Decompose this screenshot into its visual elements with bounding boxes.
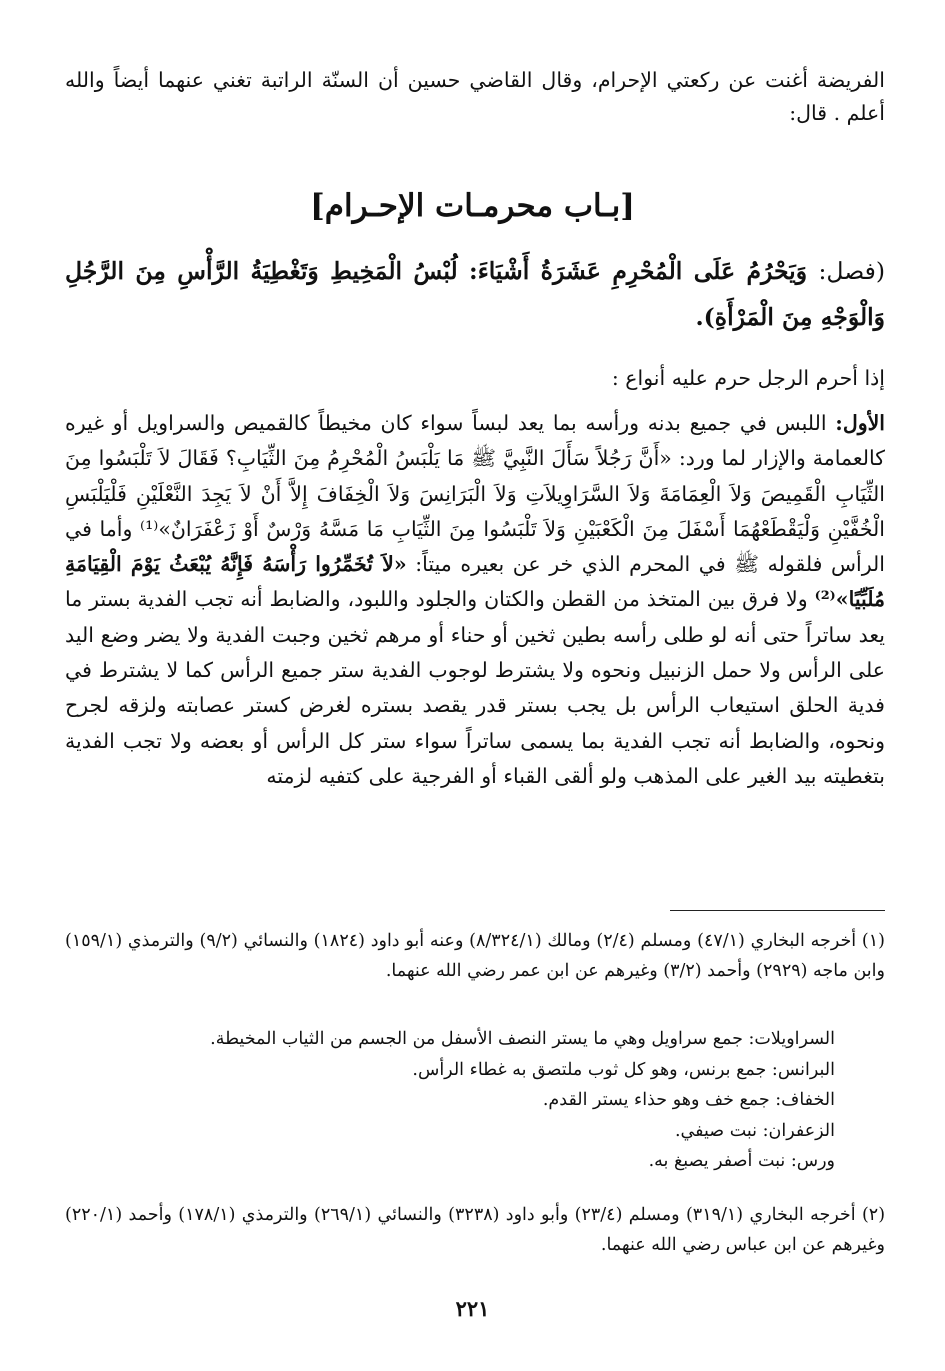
- glossary-item: ورس: نبت أصفر يصبغ به.: [648, 1151, 835, 1171]
- chapter-title: [بـاب محرمـات الإحـرام]: [310, 188, 635, 224]
- footnote-divider: [670, 910, 885, 911]
- fasl-label: (فصل:: [818, 257, 885, 285]
- glossary-item: البرانس: جمع برنس، وهو كل ثوب ملتصق به غطاء الرأس.: [412, 1059, 835, 1080]
- fasl-text: وَيَحْرُمُ عَلَى الْمُحْرِمِ عَشَرَةُ أَشْيَاءَ: لُبْسُ الْمَخِيطِ وَتَغْطِيَةُ الرَّأْسِ مِنَ الرَّجُلِ وَالْوَجْهِ مِنَ الْمَرْأَةِ).: [65, 257, 885, 331]
- paragraph-lead: الأول:: [835, 411, 885, 435]
- intro-text: الفريضة أغنت عن ركعتي الإحرام، وقال القاضي حسين أن السنّة الراتبة تغني عنهما أيضاً والله أعلم . قال:: [65, 68, 885, 125]
- glossary-item: الخفاف: جمع خف وهو حذاء يستر القدم.: [542, 1090, 835, 1110]
- main-paragraph: [65, 406, 885, 794]
- paragraph-text-1: اللبس في جميع بدنه ورأسه بما يعد لبساً سواء كان مخيطاً كالقميص والسراويل أو غيره كالعمامة والإزار لما ورد: «أَنَّ رَجُلاً سَأَلَ النَّبِيَّ ﷺ مَا يَلْبَسُ الْمُحْرِمُ مِنَ الثِّيَابِ؟ فَقَالَ لاَ تَلْبَسُوا مِنَ الثِّيَابِ الْقَمِيصَ وَلاَ الْعِمَامَةَ وَلاَ السَّرَاوِيلاَتِ وَلاَ الْبَرَانِسَ وَلاَ الْخِفَافَ إِلاَّ أَنْ لاَ يَجِدَ النَّعْلَيْنِ فَلْيَلْبَسِ الْخُفَّيْنِ وَلْيَقْطَعْهُمَا أَسْفَلَ مِنَ الْكَعْبَيْنِ وَلاَ تَلْبَسُوا مِنَ الثِّيَابِ مَا مَسَّهُ وَرْسٌ أَوْ زَعْفَرَانٌ»⁽¹⁾ وأما في الرأس فلقوله ﷺ في المحرم الذي خر عن بعيره ميتاً:: [65, 411, 885, 577]
- fasl-section: [65, 248, 885, 340]
- intro-line: إذا أحرم الرجل حرم عليه أنواع :: [611, 366, 885, 390]
- glossary-item: الزعفران: نبت صيفي.: [674, 1120, 835, 1141]
- footnote-1: (١) أخرجه البخاري (٤٧/١) ومسلم (٢/٤) ومالك (٨/٣٢٤/١) وعنه أبو داود (١٨٢٤) والنسائي (٩/٢) والترمذي (١٥٩/١) وابن ماجه (٢٩٢٩) وأحمد (٣/٢) وغيرهم عن ابن عمر رضي الله عنهما.: [65, 931, 885, 981]
- glossary: [65, 1024, 835, 1177]
- hadith-2: «لاَ تُخَمِّرُوا رَأْسَهُ فَإِنَّهُ يُبْعَثُ يَوْمَ الْقِيَامَةِ مُلَبِّيًا»⁽²⁾: [65, 552, 885, 612]
- footnote-2: (٢) أخرجه البخاري (٣١٩/١) ومسلم (٢٣/٤) وأبو داود (٣٢٣٨) والنسائي (٢٦٩/١) والترمذي (١٧٨/١) وأحمد (٢٢٠/١) وغيرهم عن ابن عباس رضي الله عنهما.: [65, 1205, 886, 1255]
- paragraph-text-2: ولا فرق بين المتخذ من القطن والكتان والجلود واللبود، والضابط أنه تجب الفدية بستر ما يعد ساتراً حتى أنه لو طلى رأسه بطين ثخين أو حناء أو مرهم ثخين وجبت الفدية ولا يضر وضع اليد على الرأس ولا حمل الزنبيل ونحوه ولا يشترط لوجوب الفدية ستر جميع الرأس كما لا يشترط في فدية الحلق استيعاب الرأس بل يجب بستر قدر يقصد بستره لغرض كستر عصابته ولزقه لجرح ونحوه، والضابط أنه تجب الفدية بما يسمى ساتراً سواء ستر كل الرأس أو بعضه ولا تجب الفدية بتغطيته بيد الغير على المذهب ولو ألقى القباء أو الفرجية على كتفيه لزمته: [65, 587, 885, 788]
- page-number: ٢٢١: [455, 1296, 490, 1321]
- glossary-item: السراويلات: جمع سراويل وهي ما يستر النصف الأسفل من الجسم من الثياب المخيطة.: [210, 1029, 835, 1049]
